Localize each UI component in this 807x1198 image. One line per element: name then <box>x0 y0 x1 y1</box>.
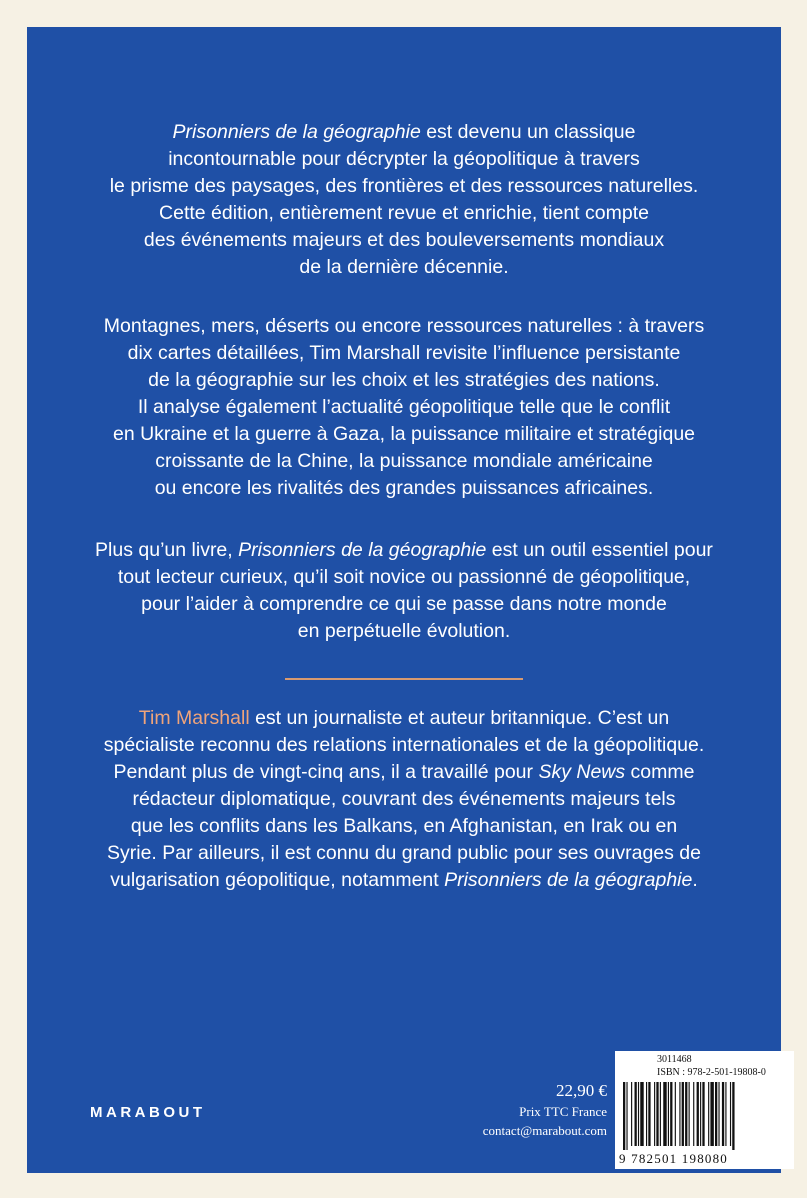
description-line: croissante de la Chine, la puissance mondiale américaine <box>155 450 653 472</box>
description-paragraph-2 <box>27 313 781 502</box>
description-line: le prisme des paysages, des frontières et des ressources naturelles. <box>109 175 699 197</box>
price-block <box>483 1080 607 1140</box>
bio-line: Tim Marshall est un journaliste et auteur britannique. C’est un <box>138 707 670 729</box>
description-line: de la géographie sur les choix et les stratégies des nations. <box>148 369 660 391</box>
description-line: en Ukraine et la guerre à Gaza, la puissance militaire et stratégique <box>112 423 696 445</box>
publisher-logo: MARABOUT <box>90 1104 206 1121</box>
description-paragraph-3 <box>27 537 781 645</box>
back-cover <box>27 27 781 1173</box>
price-note: Prix TTC France <box>519 1104 607 1119</box>
barcode-panel <box>615 1051 794 1169</box>
bio-line: que les conflits dans les Balkans, en Afghanistan, en Irak ou en <box>130 815 678 837</box>
section-divider <box>285 678 523 680</box>
book-title-italic: Prisonniers de la géographie <box>238 539 487 561</box>
book-title-italic: Prisonniers de la géographie <box>172 121 421 143</box>
bio-line: spécialiste reconnu des relations internationales et de la géopolitique. <box>103 734 705 756</box>
description-line: Prisonniers de la géographie est devenu un classique <box>172 121 636 143</box>
description-line: des événements majeurs et des bouleversements mondiaux <box>143 229 665 251</box>
product-code: 3011468 <box>657 1054 692 1065</box>
contact-email: contact@marabout.com <box>482 1123 607 1138</box>
author-name: Tim Marshall <box>138 707 250 729</box>
description-paragraph-1 <box>27 119 781 281</box>
description-line: Plus qu’un livre, Prisonniers de la géographie est un outil essentiel pour <box>95 539 713 561</box>
description-line: Montagnes, mers, déserts ou encore ressources naturelles : à travers <box>103 315 705 337</box>
book-title-italic: Prisonniers de la géographie <box>444 869 693 891</box>
description-line: ou encore les rivalités des grandes puissances africaines. <box>154 477 654 499</box>
bio-line: Pendant plus de vingt-cinq ans, il a travaillé pour Sky News comme <box>113 761 695 783</box>
price: 22,90 € <box>556 1081 607 1100</box>
description-line: pour l’aider à comprendre ce qui se passe dans notre monde <box>141 593 667 615</box>
bio-line: rédacteur diplomatique, couvrant des événements majeurs tels <box>132 788 676 810</box>
description-line: dix cartes détaillées, Tim Marshall revisite l’influence persistante <box>127 342 681 364</box>
barcode-digits: 9 782501 198080 <box>619 1151 728 1166</box>
author-bio <box>27 705 781 894</box>
barcode-image <box>619 1082 789 1150</box>
description-line: tout lecteur curieux, qu’il soit novice ou passionné de géopolitique, <box>117 566 691 588</box>
isbn: ISBN : 978-2-501-19808-0 <box>657 1067 766 1078</box>
description-line: Cette édition, entièrement revue et enrichie, tient compte <box>159 202 649 224</box>
bio-line: vulgarisation géopolitique, notamment Prisonniers de la géographie. <box>110 869 698 891</box>
bio-line: Syrie. Par ailleurs, il est connu du grand public pour ses ouvrages de <box>107 842 701 864</box>
description-line: en perpétuelle évolution. <box>297 620 511 642</box>
description-line: Il analyse également l’actualité géopolitique telle que le conflit <box>137 396 671 418</box>
description-line: de la dernière décennie. <box>299 256 509 278</box>
media-name-italic: Sky News <box>538 761 626 783</box>
description-line: incontournable pour décrypter la géopolitique à travers <box>168 148 640 170</box>
